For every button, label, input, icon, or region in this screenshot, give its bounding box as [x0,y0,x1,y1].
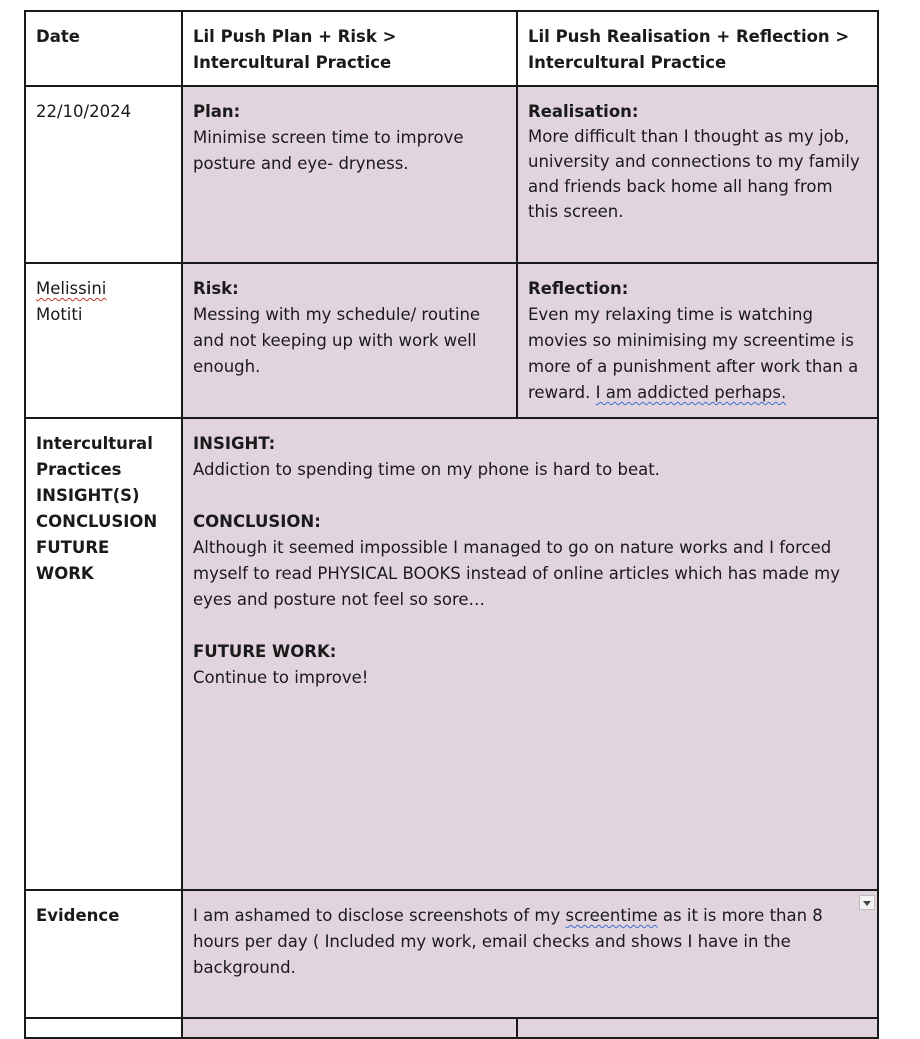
insight-label: INSIGHT: [193,434,276,453]
evidence-label-cell[interactable] [25,890,182,1018]
dropdown-arrow-icon[interactable] [859,895,875,910]
insights-label-line: Practices [36,460,122,479]
future-work-label: FUTURE WORK: [193,642,337,661]
header-date-cell[interactable] [25,11,182,86]
realisation-cell[interactable] [517,86,878,263]
author-first-name: Melissini [36,279,107,298]
evidence-text-flagged: screentime [565,906,658,925]
insights-label-line: INSIGHT(S) [36,486,140,505]
insight-text: Addiction to spending time on my phone is hard to beat. [193,460,660,479]
conclusion-text: Although it seemed impossible I managed to go on nature works and I forced myself to read PHYSICAL BOOKS instead of online articles which has made my eyes and posture not feel so sore… [193,538,841,609]
name-cell[interactable] [25,263,182,418]
header-realisation-reflection: Lil Push Realisation + Reflection > Intercultural Practice [528,27,850,72]
author-last-name: Motiti [36,305,83,324]
reflection-label: Reflection: [528,279,629,298]
risk-cell[interactable] [182,263,517,418]
entry-date: 22/10/2024 [36,102,132,121]
header-row [25,11,878,86]
plan-row [25,86,878,263]
reflection-cell[interactable] [517,263,878,418]
spacer [193,483,867,509]
header-date: Date [36,27,80,46]
reflection-text: Even my relaxing time is watching movies so minimising my screentime is more of a punishment after work than a reward. [528,305,859,402]
date-cell[interactable] [25,86,182,263]
risk-text: Messing with my schedule/ routine and not keeping up with work well enough. [193,305,481,376]
risk-label: Risk: [193,279,239,298]
insights-label-line: CONCLUSION [36,512,158,531]
insights-label-cell[interactable] [25,418,182,890]
reflection-text-flagged: I am addicted perhaps. [595,383,787,402]
plan-label: Plan: [193,102,241,121]
header-plan-risk: Lil Push Plan + Risk > Intercultural Practice [193,27,397,72]
plan-text: Minimise screen time to improve posture and eye- dryness. [193,128,464,173]
header-realisation-cell[interactable] [517,11,878,86]
evidence-row [25,890,878,1018]
next-row-cell[interactable] [25,1018,182,1038]
plan-cell[interactable] [182,86,517,263]
header-plan-cell[interactable] [182,11,517,86]
conclusion-label: CONCLUSION: [193,512,321,531]
evidence-label: Evidence [36,906,120,925]
evidence-content-cell[interactable] [182,890,878,1018]
journal-table [24,10,879,1039]
evidence-text: I am ashamed to disclose screenshots of my [193,906,561,925]
spacer [193,613,867,639]
risk-row [25,263,878,418]
evidence-text-continued: as it is more than 8 hours per day ( Included my work, email checks and shows I have in the background. [193,906,823,977]
future-work-text: Continue to improve! [193,668,369,687]
next-row-cell[interactable] [517,1018,878,1038]
insights-label-line: Intercultural [36,434,153,453]
next-row [25,1018,878,1038]
insights-content-cell[interactable] [182,418,878,890]
insights-label-line: FUTURE [36,538,110,557]
next-row-cell[interactable] [182,1018,517,1038]
realisation-text: More difficult than I thought as my job, university and connections to my family and friends back home all hang from this screen. [528,127,860,221]
insights-row [25,418,878,890]
insights-label-line: WORK [36,564,94,583]
realisation-label: Realisation: [528,102,639,121]
